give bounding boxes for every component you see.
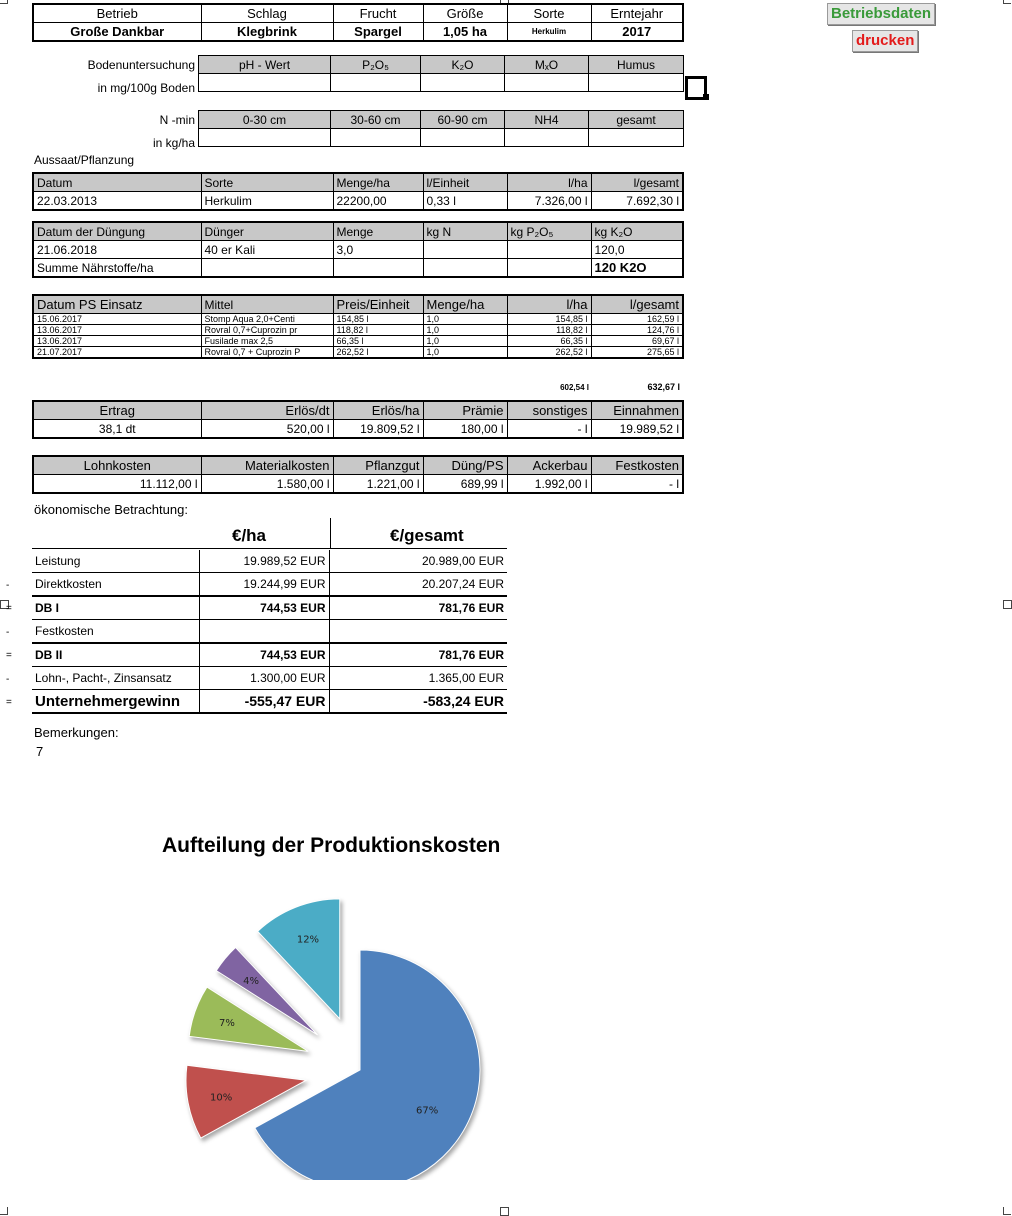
- ps-col: Menge/ha: [423, 295, 507, 314]
- oeko-sign: =: [6, 650, 12, 661]
- nmin-label: N -min: [159, 113, 195, 127]
- ertrag-table: [32, 400, 684, 439]
- oeko-row: [32, 596, 507, 620]
- pie-label: 12%: [296, 934, 320, 946]
- aussaat-datum[interactable]: 22.03.2013: [33, 192, 201, 211]
- summe-value: 120 K2O: [591, 259, 683, 278]
- ps-col: l/gesamt: [591, 295, 683, 314]
- kosten-col: Pflanzgut: [333, 456, 423, 475]
- boden-col: MₓO: [505, 56, 589, 74]
- erloes-dt-value[interactable]: 520,00 l: [201, 420, 333, 439]
- betrieb-value[interactable]: Große Dankbar: [33, 23, 201, 42]
- ps-cell[interactable]: Fusilade max 2,5: [201, 336, 333, 347]
- crop-mark: [500, 1207, 509, 1216]
- kosten-col: Düng/PS: [423, 456, 507, 475]
- boden-col: P₂O₅: [331, 56, 421, 74]
- ps-cell: 118,82 l: [507, 325, 591, 336]
- ps-table: [32, 294, 684, 359]
- ps-cell: 66,35 l: [507, 336, 591, 347]
- aussaat-col: l/Einheit: [423, 173, 507, 192]
- kosten-col: Lohnkosten: [33, 456, 201, 475]
- oeko-ges: 20.207,24 EUR: [329, 573, 507, 597]
- nmin-col: gesamt: [589, 111, 684, 129]
- header-col: Frucht: [333, 4, 423, 23]
- pie-chart: [150, 880, 550, 1180]
- kosten-col: Festkosten: [591, 456, 683, 475]
- oeko-label: Unternehmergewinn: [32, 690, 199, 714]
- aussaat-l-gesamt: 7.692,30 l: [591, 192, 683, 211]
- duengung-col: Menge: [333, 222, 423, 241]
- ackerbau-value[interactable]: 1.992,00 l: [507, 475, 591, 494]
- ps-cell: 154,85 l: [507, 314, 591, 325]
- ps-cell[interactable]: 154,85 l: [333, 314, 423, 325]
- duengung-col: Datum der Düngung: [33, 222, 201, 241]
- crop-mark: [1003, 600, 1012, 609]
- nmin-input[interactable]: [505, 129, 589, 147]
- crop-mark: [1003, 0, 1011, 4]
- ps-cell[interactable]: Rovral 0,7+Cuprozin pr: [201, 325, 333, 336]
- nmin-col: NH4: [505, 111, 589, 129]
- duengung-kgk: 120,0: [591, 241, 683, 259]
- dueng-ps-value[interactable]: 689,99 l: [423, 475, 507, 494]
- betriebsdaten-button[interactable]: Betriebsdaten: [827, 3, 935, 25]
- oeko-ges: 20.989,00 EUR: [329, 550, 507, 573]
- ps-row: [33, 325, 683, 336]
- sonstiges-value[interactable]: - l: [507, 420, 591, 439]
- ertrag-col: Prämie: [423, 401, 507, 420]
- kosten-col: Materialkosten: [201, 456, 333, 475]
- oeko-ha: 744,53 EUR: [199, 596, 329, 620]
- drucken-button[interactable]: drucken: [852, 30, 918, 52]
- nmin-table: [198, 110, 684, 147]
- nmin-input[interactable]: [589, 129, 684, 147]
- ps-cell[interactable]: 262,52 l: [333, 347, 423, 359]
- oeko-sign: -: [6, 626, 10, 638]
- ertrag-col: Erlös/dt: [201, 401, 333, 420]
- header-col: Betrieb: [33, 4, 201, 23]
- mgo-input[interactable]: [505, 74, 589, 92]
- p2o5-input[interactable]: [331, 74, 421, 92]
- ps-col: Mittel: [201, 295, 333, 314]
- boden-col: Humus: [589, 56, 684, 74]
- oeko-table: [32, 550, 507, 714]
- ps-cell[interactable]: 13.06.2017: [33, 336, 201, 347]
- fill-handle[interactable]: [703, 94, 709, 100]
- duengung-kgp: [507, 241, 591, 259]
- materialkosten-value[interactable]: 1.580,00 l: [201, 475, 333, 494]
- nmin-input[interactable]: [199, 129, 331, 147]
- pie-label: 7%: [219, 1018, 235, 1030]
- oeko-label: Leistung: [32, 550, 199, 573]
- ps-cell: 275,65 l: [591, 347, 683, 359]
- frucht-value[interactable]: Spargel: [333, 23, 423, 42]
- header-col: Schlag: [201, 4, 333, 23]
- header-col: Erntejahr: [591, 4, 683, 23]
- bemerkungen-value[interactable]: 7: [36, 744, 44, 759]
- ps-cell[interactable]: 1,0: [423, 347, 507, 359]
- ps-cell[interactable]: 13.06.2017: [33, 325, 201, 336]
- ps-cell: 162,59 l: [591, 314, 683, 325]
- duengung-col: kg N: [423, 222, 507, 241]
- ps-cell[interactable]: 118,82 l: [333, 325, 423, 336]
- duengung-kgn: [423, 241, 507, 259]
- ps-row: [33, 336, 683, 347]
- pie-label: 10%: [209, 1092, 233, 1104]
- oeko-ha: [199, 620, 329, 644]
- aussaat-sorte[interactable]: Herkulim: [201, 192, 333, 211]
- k2o-input[interactable]: [421, 74, 505, 92]
- aussaat-col: l/gesamt: [591, 173, 683, 192]
- ps-cell: 262,52 l: [507, 347, 591, 359]
- ps-cell[interactable]: Rovral 0,7 + Cuprozin P: [201, 347, 333, 359]
- aussaat-col: Menge/ha: [333, 173, 423, 192]
- einnahmen-value: 19.989,52 l: [591, 420, 683, 439]
- duengung-table: [32, 221, 684, 278]
- oeko-title: ökonomische Betrachtung:: [34, 502, 188, 517]
- header-table: [32, 3, 684, 42]
- pflanzgut-value[interactable]: 1.221,00 l: [333, 475, 423, 494]
- festkosten-value[interactable]: - l: [591, 475, 683, 494]
- oeko-sign: -: [6, 579, 10, 591]
- aussaat-col: Datum: [33, 173, 201, 192]
- oeko-ha: 19.244,99 EUR: [199, 573, 329, 597]
- bemerkungen-label: Bemerkungen:: [34, 725, 119, 740]
- ps-cell[interactable]: 15.06.2017: [33, 314, 201, 325]
- oeko-sign: =: [6, 603, 12, 614]
- oeko-row: [32, 620, 507, 644]
- duengung-menge[interactable]: 3,0: [333, 241, 423, 259]
- nmin-col: 60-90 cm: [421, 111, 505, 129]
- kosten-table: [32, 455, 684, 494]
- pie-label: 4%: [243, 975, 259, 987]
- ps-row: [33, 314, 683, 325]
- ps-col: l/ha: [507, 295, 591, 314]
- header-col: Größe: [423, 4, 507, 23]
- aussaat-col: l/ha: [507, 173, 591, 192]
- aussaat-col: Sorte: [201, 173, 333, 192]
- nmin-col: 30-60 cm: [331, 111, 421, 129]
- aussaat-title: Aussaat/Pflanzung: [34, 153, 135, 167]
- crop-mark: [0, 1207, 8, 1215]
- oeko-header-ha: €/ha: [232, 526, 267, 545]
- oeko-label: Festkosten: [32, 620, 199, 644]
- oeko-ha: 1.300,00 EUR: [199, 667, 329, 690]
- ps-cell: 69,67 l: [591, 336, 683, 347]
- oeko-sign: =: [6, 697, 12, 708]
- boden-label: Bodenuntersuchung: [87, 58, 195, 72]
- praemie-value[interactable]: 180,00 l: [423, 420, 507, 439]
- nmin-input[interactable]: [421, 129, 505, 147]
- oeko-ha: -555,47 EUR: [199, 690, 329, 714]
- duengung-duenger[interactable]: 40 er Kali: [201, 241, 333, 259]
- oeko-ha: 19.989,52 EUR: [199, 550, 329, 573]
- oeko-sign: -: [6, 673, 10, 685]
- ertrag-col: sonstiges: [507, 401, 591, 420]
- oeko-row: [32, 690, 507, 714]
- erloes-ha-value: 19.809,52 l: [333, 420, 423, 439]
- ps-col: Datum PS Einsatz: [33, 295, 201, 314]
- ertrag-col: Erlös/ha: [333, 401, 423, 420]
- lohnkosten-value[interactable]: 11.112,00 l: [33, 475, 201, 494]
- ertrag-col: Einnahmen: [591, 401, 683, 420]
- ps-cell: 124,76 l: [591, 325, 683, 336]
- ps-sum-gesamt: 632,67 l: [647, 382, 680, 392]
- duengung-datum[interactable]: 21.06.2018: [33, 241, 201, 259]
- duengung-col: kg K₂O: [591, 222, 683, 241]
- chart-title: Aufteilung der Produktionskosten: [162, 834, 501, 857]
- header-col: Sorte: [507, 4, 591, 23]
- oeko-ges: 1.365,00 EUR: [329, 667, 507, 690]
- boden-col: K₂O: [421, 56, 505, 74]
- aussaat-menge[interactable]: 22200,00: [333, 192, 423, 211]
- pie-slice: [189, 987, 308, 1051]
- oeko-row: [32, 643, 507, 667]
- nmin-col: 0-30 cm: [199, 111, 331, 129]
- nmin-unit-label: in kg/ha: [152, 136, 195, 150]
- oeko-ges: [329, 620, 507, 644]
- pie-slice: [255, 950, 480, 1180]
- kosten-col: Ackerbau: [507, 456, 591, 475]
- crop-mark: [1003, 1207, 1011, 1215]
- oeko-ha: 744,53 EUR: [199, 643, 329, 667]
- pie-label: 67%: [416, 1105, 439, 1117]
- oeko-label: Direktkosten: [32, 573, 199, 597]
- oeko-label: Lohn-, Pacht-, Zinsansatz: [32, 667, 199, 690]
- ertrag-value[interactable]: 38,1 dt: [33, 420, 201, 439]
- ertrag-col: Ertrag: [33, 401, 201, 420]
- oeko-row: [32, 573, 507, 597]
- ps-sum-ha: 602,54 l: [560, 383, 589, 392]
- sorte-value[interactable]: Herkulim: [507, 23, 591, 42]
- boden-col: pH - Wert: [199, 56, 331, 74]
- oeko-label: DB II: [32, 643, 199, 667]
- ps-cell[interactable]: Stomp Aqua 2,0+Centi: [201, 314, 333, 325]
- aussaat-l-einheit[interactable]: 0,33 l: [423, 192, 507, 211]
- boden-unit-label: in mg/100g Boden: [97, 81, 195, 95]
- aussaat-l-ha: 7.326,00 l: [507, 192, 591, 211]
- groesse-value[interactable]: 1,05 ha: [423, 23, 507, 42]
- aussaat-table: [32, 172, 684, 211]
- oeko-label: DB I: [32, 596, 199, 620]
- oeko-header-gesamt: €/gesamt: [390, 526, 464, 545]
- boden-table: [198, 55, 684, 92]
- ps-cell[interactable]: 1,0: [423, 336, 507, 347]
- humus-input[interactable]: [589, 74, 684, 92]
- ps-cell[interactable]: 21.07.2017: [33, 347, 201, 359]
- oeko-ges: 781,76 EUR: [329, 596, 507, 620]
- oeko-row: [32, 550, 507, 573]
- oeko-ges: 781,76 EUR: [329, 643, 507, 667]
- ps-cell[interactable]: 1,0: [423, 314, 507, 325]
- duengung-col: kg P₂O₅: [507, 222, 591, 241]
- oeko-row: [32, 667, 507, 690]
- schlag-value[interactable]: Klegbrink: [201, 23, 333, 42]
- summe-label: Summe Nährstoffe/ha: [33, 259, 201, 278]
- ps-cell[interactable]: 66,35 l: [333, 336, 423, 347]
- ps-col: Preis/Einheit: [333, 295, 423, 314]
- ps-row: [33, 347, 683, 359]
- nmin-input[interactable]: [331, 129, 421, 147]
- duengung-col: Dünger: [201, 222, 333, 241]
- ps-cell[interactable]: 1,0: [423, 325, 507, 336]
- oeko-ges: -583,24 EUR: [329, 690, 507, 714]
- ph-input[interactable]: [199, 74, 331, 92]
- erntejahr-value[interactable]: 2017: [591, 23, 683, 42]
